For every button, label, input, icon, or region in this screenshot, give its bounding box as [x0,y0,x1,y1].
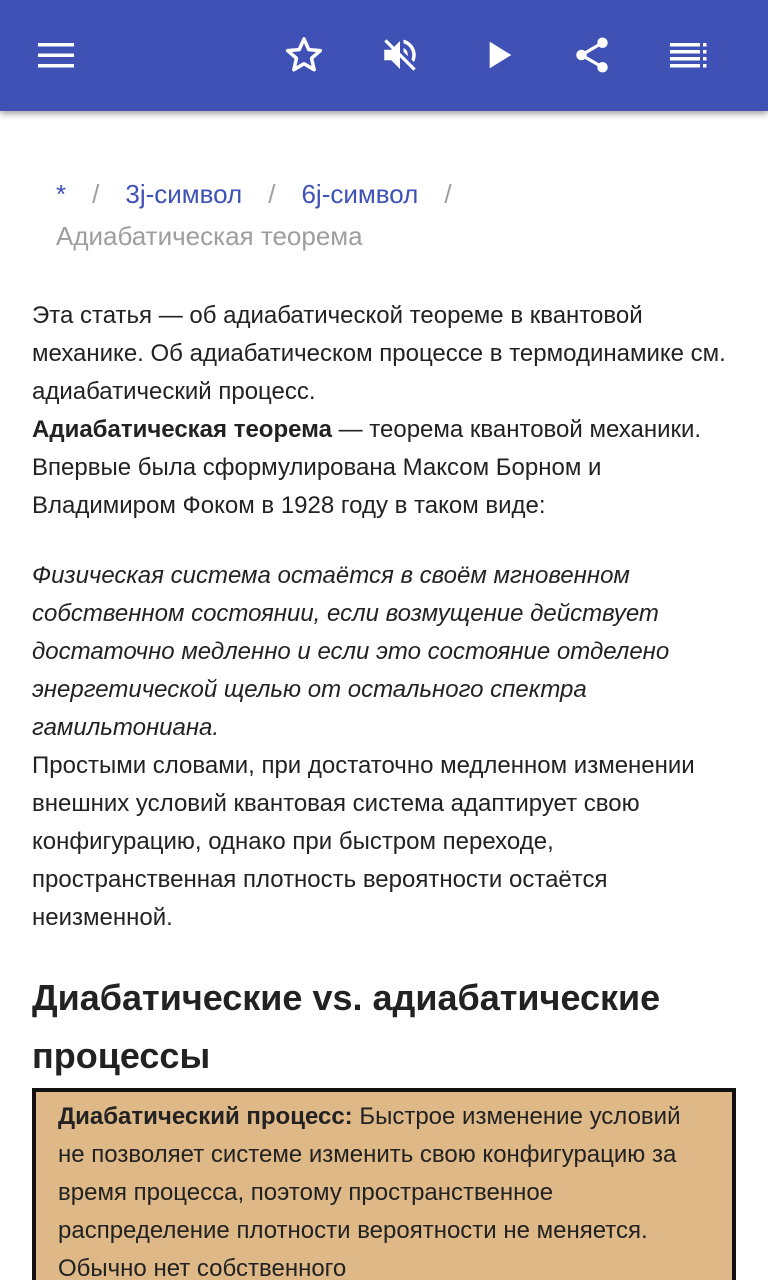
breadcrumb-separator: / [444,179,452,209]
app-toolbar [0,0,768,111]
hatnote: Эта статья — об адиабатической теореме в квантовой механике. Об адиабатическом процессе в термодинамике см. адиабатический процесс. [32,302,726,405]
lead-text: — теорема квантовой механики. Впервые была сформулирована Максом Борном и Владимиром Фоком в 1928 году в таком виде: [32,416,702,519]
menu-button[interactable] [28,27,84,83]
article-content [0,111,768,1280]
breadcrumb-current: Адиабатическая теорема [56,221,363,251]
breadcrumb-link-3j[interactable]: 3j-символ [125,179,243,209]
breadcrumb-link-root[interactable]: * [56,179,67,209]
play-icon [478,35,518,75]
star-outline-icon [283,34,325,76]
article-body [32,297,736,937]
info-box-text: Быстрое изменение условий не позволяет системе изменить свою конфигурацию за время процесса, поэтому пространственное распределение плотности вероятности не меняется. Обычно нет собственного [58,1103,681,1280]
favorite-button[interactable] [276,27,332,83]
info-box-term: Диабатический процесс: [58,1103,353,1130]
hamburger-menu-icon [36,35,76,75]
section-heading: Диабатические vs. адиабатические процессы [32,977,661,1076]
breadcrumb-link-6j[interactable]: 6j-символ [301,179,419,209]
mute-button[interactable] [372,27,428,83]
breadcrumb-separator: / [92,179,100,209]
simple-explanation: Простыми словами, при достаточно медленном изменении внешних условий квантовая система адаптирует свою конфигурацию, однако при быстром переходе, пространственная плотность вероятности остаётся неизменной. [32,752,695,931]
breadcrumb-separator: / [268,179,276,209]
breadcrumb [56,173,736,257]
toc-button[interactable] [660,27,716,83]
share-button[interactable] [564,27,620,83]
volume-off-icon [379,34,421,76]
lead-paragraph [32,411,736,525]
list-icon [668,35,708,75]
theorem-quote: Физическая система остаётся в своём мгновенном собственном состоянии, если возмущение действует достаточно медленно и если это состояние отделено энергетической щелью от остального спектра гамильтониана. [32,562,670,741]
lead-term: Адиабатическая теорема [32,416,332,443]
diabatic-info-box [32,1088,736,1280]
play-button[interactable] [470,27,526,83]
share-icon [571,34,613,76]
